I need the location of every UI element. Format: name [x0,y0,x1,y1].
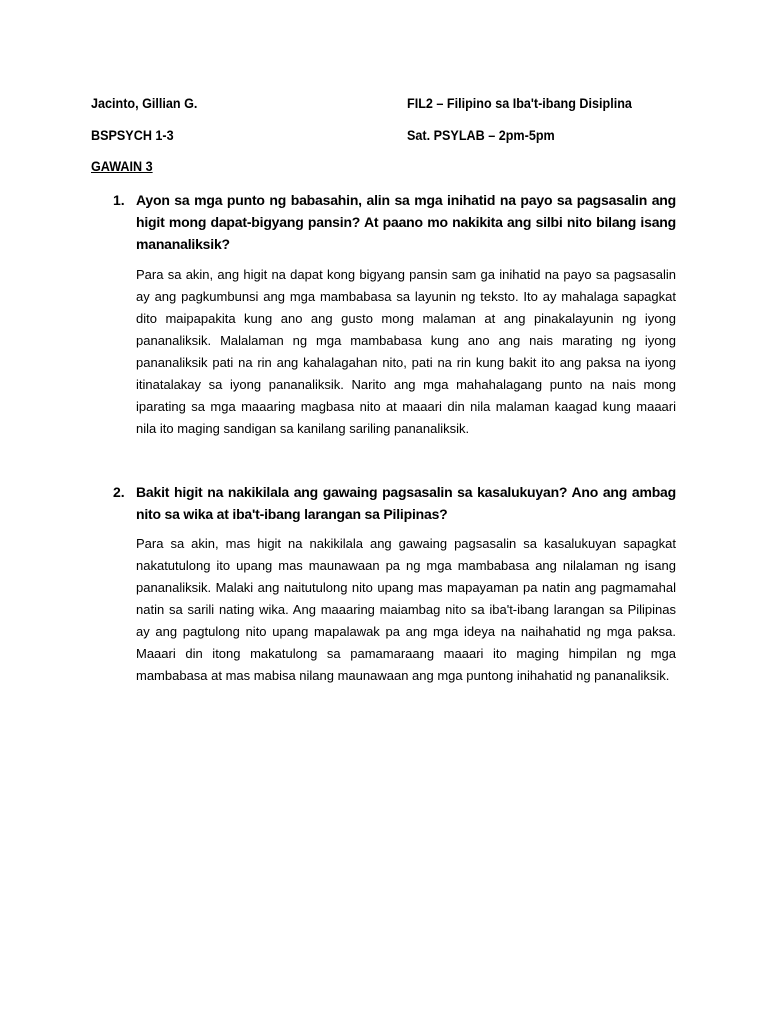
answer-paragraph: Para sa akin, mas higit na nakikilala ang gawaing pagsasalin sa kasalukuyan sapagkat nakatutulong ito upang mas maunawaan pa ng mga mambabasa ang nilalaman ng isang pananaliksik. Malaki ang naitutulong nito upang mas mapayaman pa natin ang pagmamahal natin sa sarili nating wika. Ang maaaring maiambag nito sa iba't-ibang larangan sa Pilipinas ay ang pagtulong nito upang mapalawak pa ang mga ideya na naihahatid ng mga paksa. Maaari din itong makatulong sa pamamaraang maaari ito maging himpilan ng mga mambabasa at mas mabisa nilang maunawaan ang mga puntong inihahatid ng pananaliksik. [136,536,676,683]
schedule-label: Sat. PSYLAB – 2pm-5pm [407,127,555,143]
answer-paragraph: Para sa akin, ang higit na dapat kong bigyang pansin sam ga inihatid na payo sa pagsasalin ay ang pagkumbunsi ang mga mambabasa sa layunin ng teksto. Ito ay mahalaga sapagkat dito maipapakita kung ano ang gusto mong malaman at ang pinakalayunin ng iyong pananaliksik. Malalaman ng mga mambabasa kung ano ang nais marating ng iyong pananaliksik pati na rin ang kahalagahan nito, pati na rin kung bakit ito ang paksa na iyong itinatalakay sa iyong pananaliksik. Narito ang mga mahahalagang punto na nais mong iparating sa mga maaaring magbasa nito at maaari din nila malaman kaagad kung maaari nila ito maging sandigan sa kanilang sariling pananaliksik. [136,267,676,436]
course-title: FIL2 – Filipino sa Iba't-ibang Disiplina [407,95,632,111]
question-number: 2. [113,484,125,500]
section-label: BSPSYCH 1-3 [91,127,174,143]
student-name: Jacinto, Gillian G. [91,95,198,111]
question-text: Ayon sa mga punto ng babasahin, alin sa mga inihatid na payo sa pagsasalin ang higit mong dapat-bigyang pansin? At paano mo nakikita ang silbi nito bilang isang mananaliksik? [136,192,676,252]
question-number: 1. [113,192,125,208]
activity-title: GAWAIN 3 [91,158,153,174]
question-text: Bakit higit na nakikilala ang gawaing pagsasalin sa kasalukuyan? Ano ang ambag nito sa wika at iba't-ibang larangan sa Pilipinas? [136,484,676,522]
